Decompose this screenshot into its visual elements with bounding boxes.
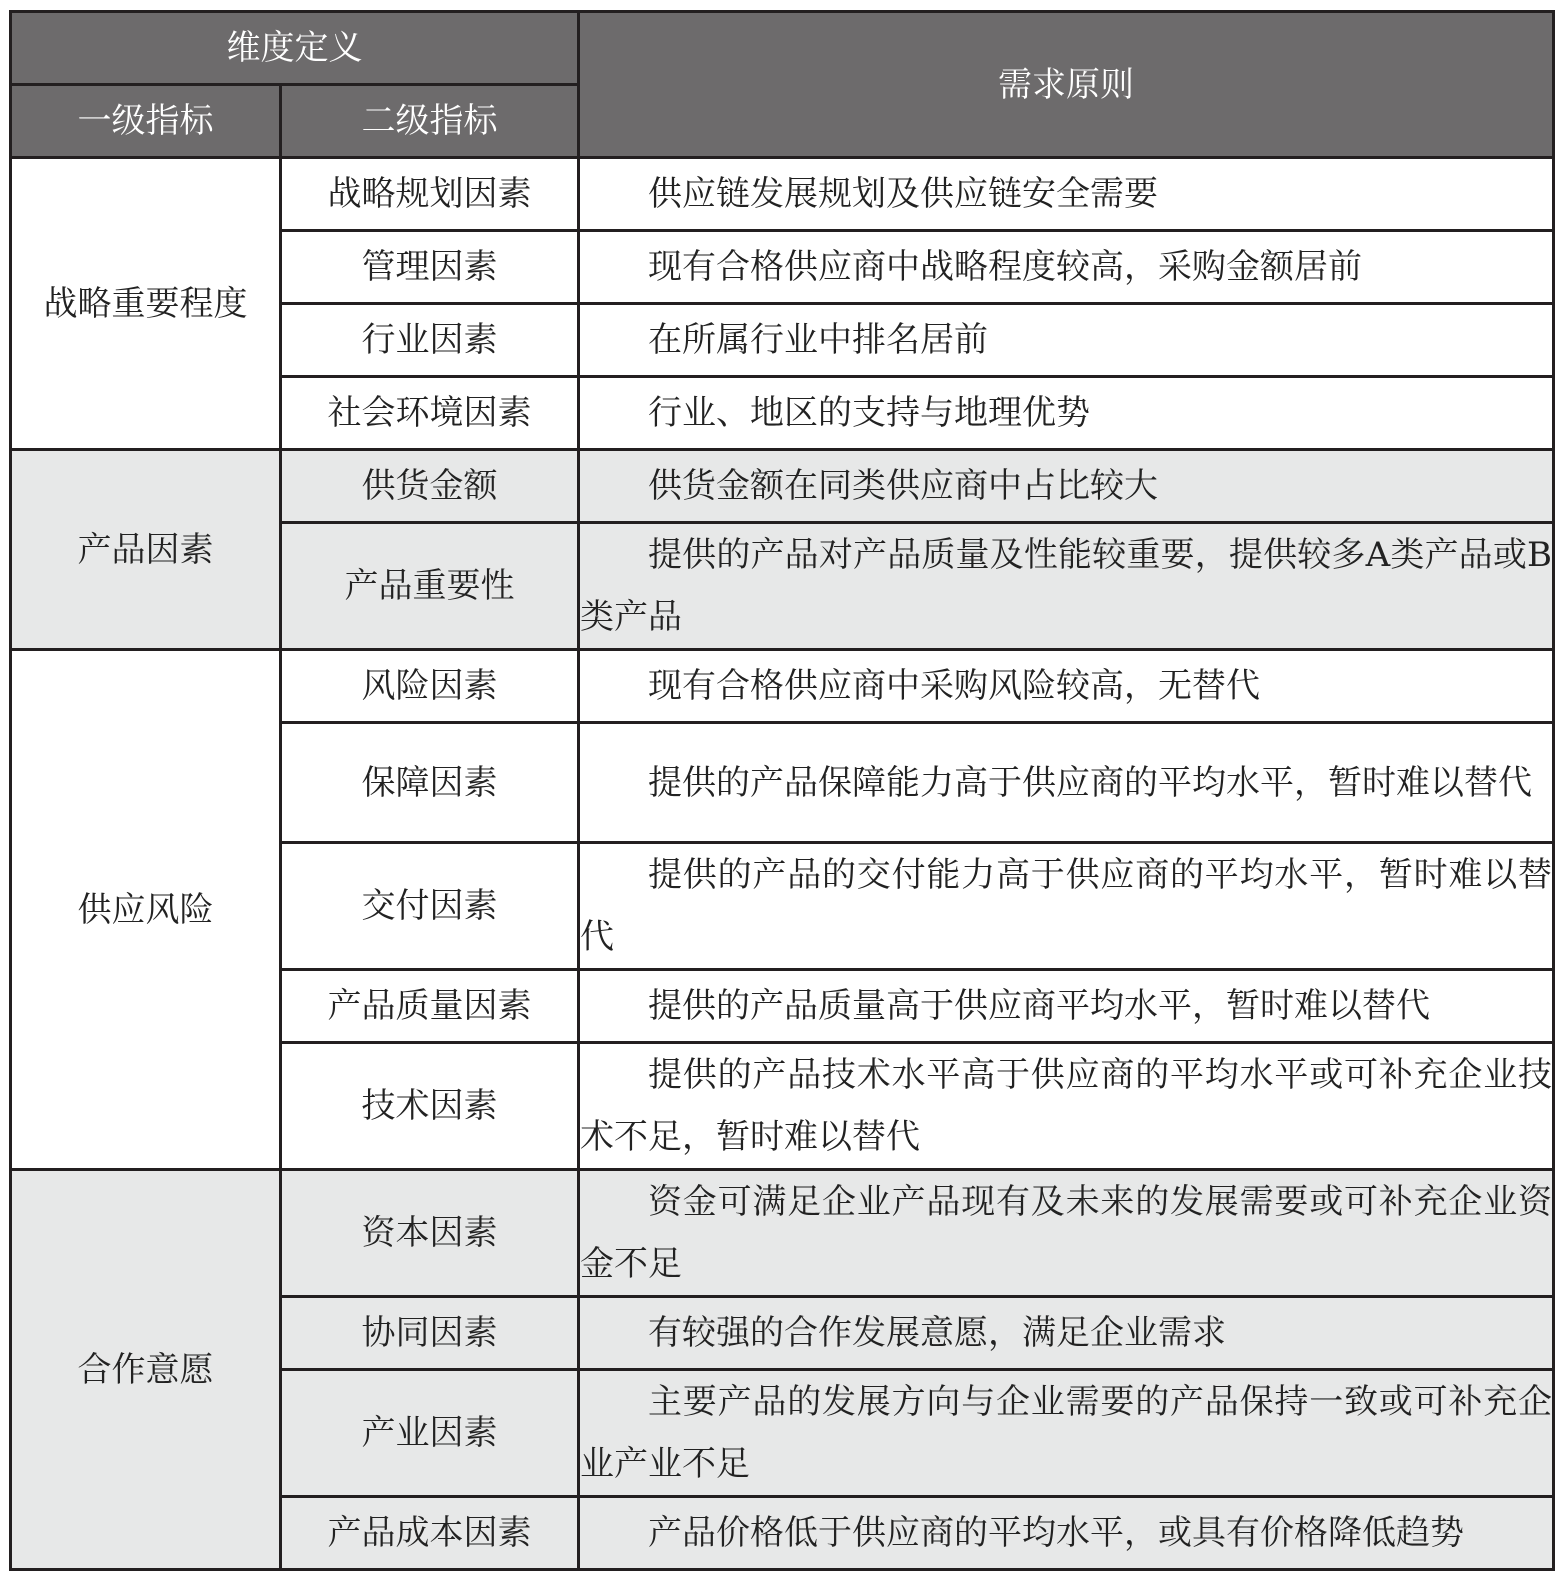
principle-cell: 提供的产品保障能力高于供应商的平均水平，暂时难以替代	[579, 723, 1554, 843]
level2-cell: 社会环境因素	[281, 377, 579, 450]
supplier-evaluation-table	[9, 10, 1555, 1571]
principle-cell: 主要产品的发展方向与企业需要的产品保持一致或可补充企业产业不足	[579, 1370, 1554, 1497]
dimension-definition-header: 维度定义	[11, 12, 579, 85]
level2-cell: 战略规划因素	[281, 158, 579, 231]
table-row	[11, 158, 1554, 231]
level1-indicator-header: 一级指标	[11, 85, 281, 158]
level2-cell: 产品质量因素	[281, 970, 579, 1043]
level2-cell: 技术因素	[281, 1043, 579, 1170]
principle-cell: 在所属行业中排名居前	[579, 304, 1554, 377]
principle-cell: 提供的产品的交付能力高于供应商的平均水平，暂时难以替代	[579, 843, 1554, 970]
table-row	[11, 450, 1554, 523]
principle-cell: 有较强的合作发展意愿，满足企业需求	[579, 1297, 1554, 1370]
level2-cell: 行业因素	[281, 304, 579, 377]
principle-cell: 产品价格低于供应商的平均水平，或具有价格降低趋势	[579, 1497, 1554, 1570]
principle-cell: 提供的产品对产品质量及性能较重要，提供较多A类产品或B类产品	[579, 523, 1554, 650]
group-supply-risk	[11, 650, 1554, 1170]
principle-cell: 现有合格供应商中战略程度较高，采购金额居前	[579, 231, 1554, 304]
level1-cell: 合作意愿	[11, 1170, 281, 1570]
group-product-factors	[11, 450, 1554, 650]
level1-cell: 供应风险	[11, 650, 281, 1170]
level1-cell: 产品因素	[11, 450, 281, 650]
level1-cell: 战略重要程度	[11, 158, 281, 450]
level2-cell: 产品重要性	[281, 523, 579, 650]
principle-cell: 行业、地区的支持与地理优势	[579, 377, 1554, 450]
level2-cell: 协同因素	[281, 1297, 579, 1370]
level2-cell: 交付因素	[281, 843, 579, 970]
table-row	[11, 1170, 1554, 1297]
level2-cell: 产品成本因素	[281, 1497, 579, 1570]
level2-cell: 供货金额	[281, 450, 579, 523]
principle-cell: 供应链发展规划及供应链安全需要	[579, 158, 1554, 231]
level2-cell: 保障因素	[281, 723, 579, 843]
principle-cell: 资金可满足企业产品现有及未来的发展需要或可补充企业资金不足	[579, 1170, 1554, 1297]
table-header	[11, 12, 1554, 158]
level2-cell: 资本因素	[281, 1170, 579, 1297]
principle-cell: 供货金额在同类供应商中占比较大	[579, 450, 1554, 523]
group-cooperation-willingness	[11, 1170, 1554, 1570]
level2-cell: 管理因素	[281, 231, 579, 304]
level2-cell: 风险因素	[281, 650, 579, 723]
table-row	[11, 650, 1554, 723]
group-strategic-importance	[11, 158, 1554, 450]
principle-cell: 提供的产品技术水平高于供应商的平均水平或可补充企业技术不足，暂时难以替代	[579, 1043, 1554, 1170]
level2-indicator-header: 二级指标	[281, 85, 579, 158]
demand-principle-header: 需求原则	[579, 12, 1554, 158]
principle-cell: 现有合格供应商中采购风险较高，无替代	[579, 650, 1554, 723]
level2-cell: 产业因素	[281, 1370, 579, 1497]
principle-cell: 提供的产品质量高于供应商平均水平，暂时难以替代	[579, 970, 1554, 1043]
